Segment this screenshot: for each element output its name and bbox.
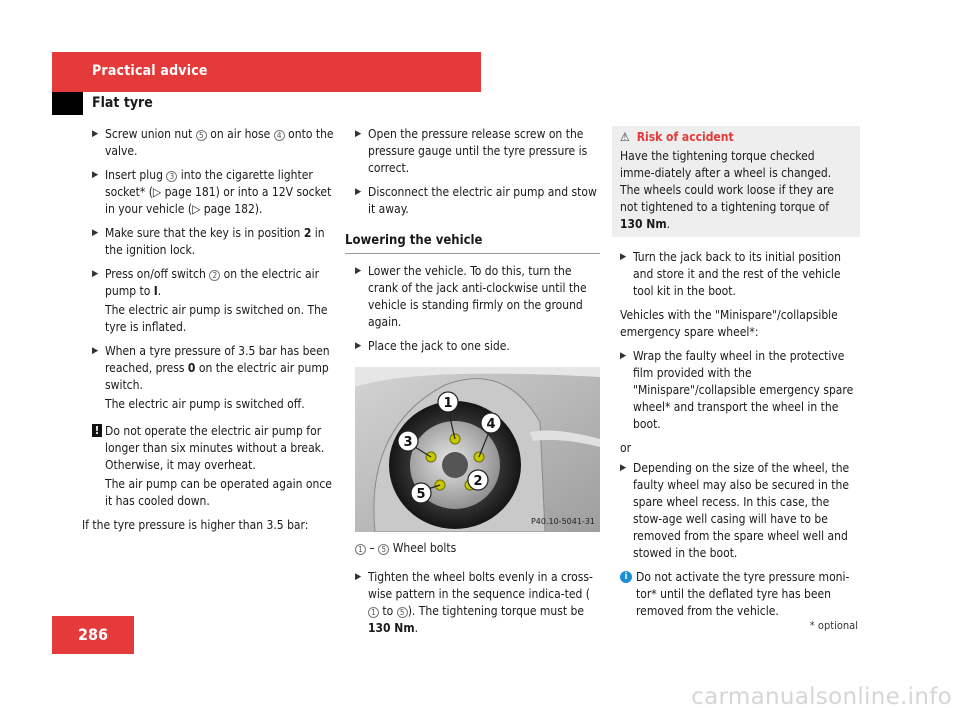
notice-text: Do not operate the electric air pump for longer than six minutes without a break. Otherwise, it may overheat. [105, 424, 325, 472]
paragraph-minispare: Vehicles with the "Minispare"/collapsible emergency spare wheel*: [620, 308, 838, 339]
page-reference-link[interactable]: ▷ page 182). [192, 202, 263, 216]
step-place-jack: ▶ Place the jack to one side. [355, 339, 510, 353]
number-circle: 1 [355, 544, 366, 555]
paragraph: If the tyre pressure is higher than 3.5 bar: [82, 518, 309, 532]
step-arrow-icon: ▶ [92, 346, 99, 356]
bolt-label-2: 2 [473, 474, 483, 489]
warning-box [612, 126, 860, 237]
number-circle: 5 [196, 130, 207, 141]
step-arrow-icon: ▶ [620, 252, 627, 262]
step-arrow-icon: ▶ [355, 341, 362, 351]
step-press-switch: ▶ Press on/off switch 2 on the electric air pump to I. [92, 267, 320, 298]
column-3 [620, 126, 860, 620]
info-text: Do not activate the tyre pressure moni-tor* until the deflated tyre has been removed from the vehicle. [636, 570, 850, 618]
step-tighten-bolts: ▶ Tighten the wheel bolts evenly in a cross-wise pattern in the sequence indica-ted (1 to 5 ). The tightening torque must be 130 Nm. [355, 570, 593, 635]
wheel-drawing [355, 367, 600, 532]
exclamation-icon: ! [92, 424, 102, 437]
info-icon: i [620, 571, 632, 583]
warning-title: ⚠ Risk of accident [620, 130, 734, 144]
warning-triangle-icon: ⚠ [620, 130, 630, 144]
step-arrow-icon: ▶ [92, 228, 99, 238]
notice-block [92, 423, 337, 474]
figure-code: P40.10-5041-31 [530, 517, 595, 526]
notice-text-continued: The air pump can be operated again once it has cooled down. [105, 477, 332, 508]
step-arrow-icon: ▶ [92, 170, 99, 180]
warning-text: Have the tightening torque checked imme-diately after a wheel is changed. The wheels could work loose if they are not tightened to a tightening torque of 130 Nm. [620, 149, 834, 231]
subsection-title: Flat tyre [92, 95, 153, 111]
step-tyre-pressure-reached: ▶ When a tyre pressure of 3.5 bar has been reached, press 0 on the electric air pump switch. [92, 344, 330, 392]
step-turn-jack-back: ▶ Turn the jack back to its initial position and store it and the rest of the vehicle tool kit in the boot. [620, 250, 841, 298]
info-block [620, 569, 860, 620]
step-arrow-icon: ▶ [355, 187, 362, 197]
step-result: The electric air pump is switched off. [105, 397, 305, 411]
step-arrow-icon: ▶ [355, 572, 362, 582]
bolt-label-4: 4 [486, 417, 496, 432]
step-insert-plug: ▶ Insert plug 3 into the cigarette lighter socket* (▷ page 181) or into a 12V socket in your vehicle (▷ page 182). [92, 168, 332, 216]
section-header-bar [52, 52, 481, 92]
paragraph-or: or [620, 441, 632, 455]
section-title: Practical advice [92, 63, 208, 79]
page-number: 286 [52, 616, 134, 654]
step-open-release-screw: ▶ Open the pressure release screw on the pressure gauge until the tyre pressure is correct. [355, 127, 588, 175]
step-disconnect-pump: ▶ Disconnect the electric air pump and stow it away. [355, 185, 597, 216]
subsection-marker [52, 92, 83, 115]
number-circle: 4 [274, 130, 285, 141]
number-circle: 2 [209, 270, 220, 281]
step-screw-union-nut: ▶ Screw union nut 5 on air hose 4 onto the valve. [92, 127, 334, 158]
step-key-position: ▶ Make sure that the key is in position 2 in the ignition lock. [92, 226, 325, 257]
wheel-bolts-illustration [355, 367, 600, 532]
step-arrow-icon: ▶ [355, 129, 362, 139]
step-arrow-icon: ▶ [92, 269, 99, 279]
step-lower-vehicle: ▶ Lower the vehicle. To do this, turn the crank of the jack anti-clockwise until the vehicle is standing firmly on the ground again. [355, 264, 587, 329]
number-circle: 3 [166, 171, 177, 182]
bolt-label-1: 1 [443, 396, 453, 411]
footnote-optional: * optional [809, 619, 858, 632]
bolt-label-5: 5 [416, 487, 426, 502]
column-1 [82, 126, 337, 541]
step-arrow-icon: ▶ [620, 351, 627, 361]
column-2 [345, 126, 600, 644]
step-arrow-icon: ▶ [92, 129, 99, 139]
step-arrow-icon: ▶ [355, 266, 362, 276]
page-reference-link[interactable]: ▷ page 181) or into a 12V socket in your vehicle ( [105, 185, 332, 216]
figure-caption: 1 – 5 Wheel bolts [355, 540, 600, 557]
bolt-label-3: 3 [403, 435, 413, 450]
step-secure-wheel: ▶ Depending on the size of the wheel, the faulty wheel may also be secured in the spare wheel recess. In this case, the stow-age well casing will have to be removed from the spare wheel well and stowed in the boot. [620, 461, 850, 560]
step-arrow-icon: ▶ [620, 463, 627, 473]
number-circle: 5 [378, 544, 389, 555]
number-circle: 1 [368, 607, 379, 618]
section-heading-lowering: Lowering the vehicle [345, 232, 600, 254]
step-wrap-wheel: ▶ Wrap the faulty wheel in the protective film provided with the "Minispare"/collapsible emergency spare wheel* and transport the wheel in the boot. [620, 349, 854, 431]
number-circle: 5 [397, 607, 408, 618]
watermark: carmanualsonline.info [691, 684, 952, 708]
step-result: The electric air pump is switched on. The tyre is inflated. [105, 303, 328, 334]
